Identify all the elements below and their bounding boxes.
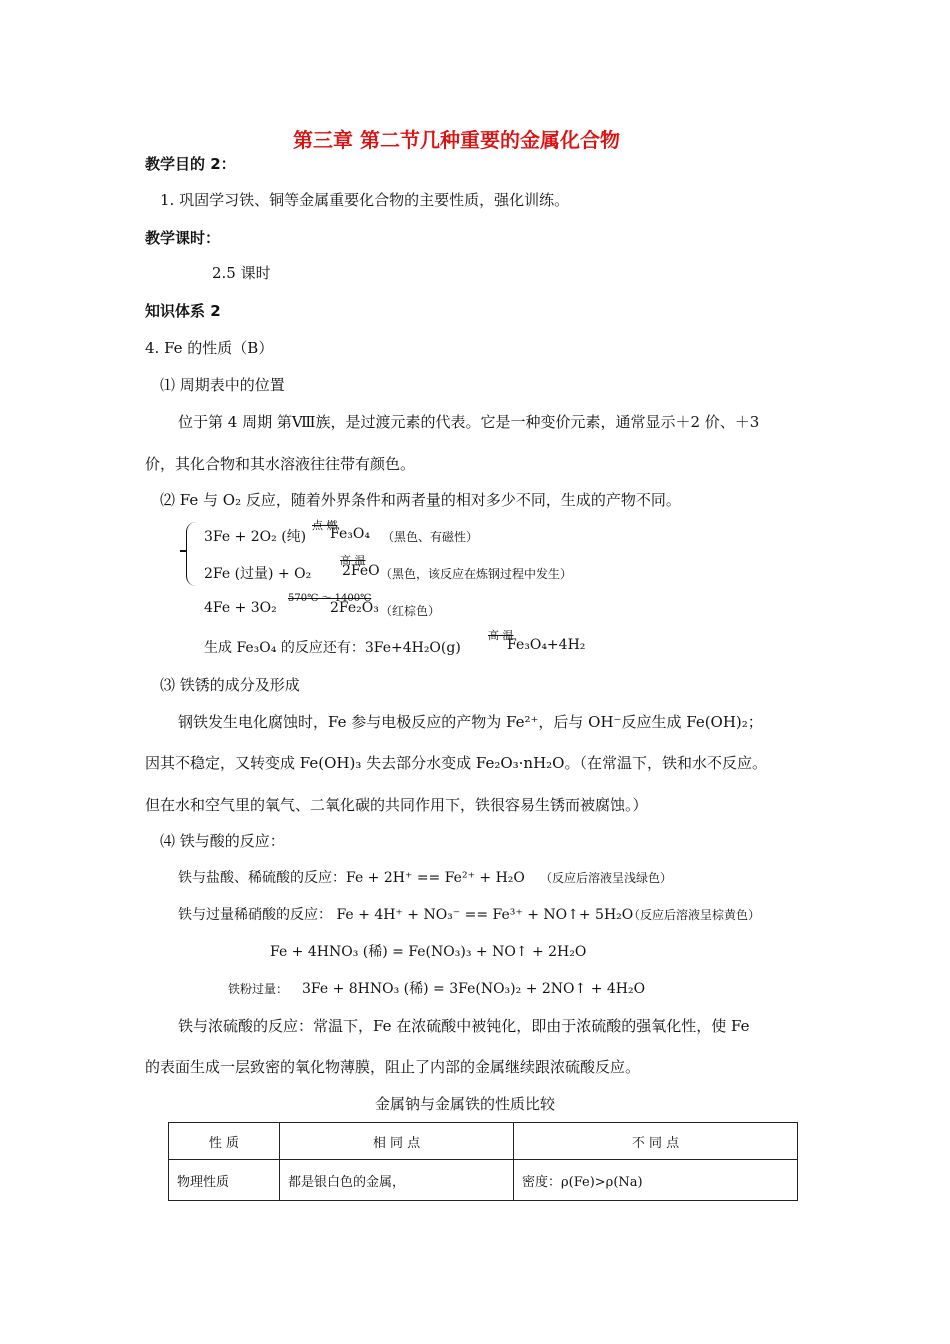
equation-note: （红棕色）	[380, 604, 441, 618]
reaction-label: 铁粉过量：	[228, 982, 289, 996]
section-heading: 4. Fe 的性质（B）	[145, 339, 274, 357]
paragraph-line: 位于第 4 周期 第Ⅷ族，是过渡元素的代表。它是一种变价元素，通常显示＋2 价、＋3	[178, 413, 760, 431]
equation-lhs: 3Fe + 2O₂ (纯)	[204, 529, 307, 545]
subsection-heading: ⑴ 周期表中的位置	[160, 376, 285, 394]
paragraph-line: 钢铁发生电化腐蚀时，Fe 参与电极反应的产物为 Fe²⁺，后与 OH⁻反应生成 Fe(OH)₂；	[178, 713, 763, 731]
table-header-row	[169, 1123, 798, 1160]
acid-reaction: 铁与盐酸、稀硫酸的反应：Fe + 2H⁺ == Fe²⁺ + H₂O	[178, 870, 525, 886]
acid-reaction: 3Fe + 8HNO₃ (稀) = 3Fe(NO₃)₂ + 2NO↑ + 4H₂O	[302, 981, 646, 997]
equation-rhs: Fe₃O₄	[330, 526, 370, 542]
subsection-heading: ⑷ 铁与酸的反应：	[160, 832, 285, 850]
table-caption: 金属钠与金属铁的性质比较	[375, 1095, 556, 1113]
table-row	[169, 1160, 798, 1201]
equation-rhs: Fe₃O₄+4H₂	[507, 637, 586, 653]
equation-lhs: 2Fe (过量) + O₂	[204, 566, 312, 582]
paragraph-line: 的表面生成一层致密的氧化物薄膜，阻止了内部的金属继续跟浓硫酸反应。	[145, 1058, 641, 1076]
brace-tip	[180, 550, 186, 552]
paragraph-line: 但在水和空气里的氧气、二氧化碳的共同作用下，铁很容易生锈而被腐蚀。）	[145, 796, 648, 814]
page-title: 第三章 第二节几种重要的金属化合物	[293, 128, 620, 152]
equation-note: （黑色，该反应在炼钢过程中发生）	[380, 567, 573, 581]
reaction-note: （反应后溶液呈棕黄色）	[628, 908, 761, 922]
paragraph-line: 铁与浓硫酸的反应：常温下，Fe 在浓硫酸中被钝化，即由于浓硫酸的强氧化性，使 Fe	[178, 1017, 750, 1035]
reaction-condition: 点 燃	[312, 519, 338, 532]
table-header: 性 质	[169, 1123, 280, 1160]
comparison-table	[168, 1122, 798, 1201]
hours-heading: 教学课时：	[145, 229, 221, 247]
brace-bracket	[186, 522, 197, 586]
reaction-condition: 高 温	[340, 554, 366, 567]
acid-reaction: 铁与过量稀硝酸的反应： Fe + 4H⁺ + NO₃⁻ == Fe³⁺ + NO↑+ 5H₂O	[178, 907, 634, 923]
subsection-heading: ⑵ Fe 与 O₂ 反应，随着外界条件和两者量的相对多少不同，生成的产物不同。	[160, 491, 681, 509]
acid-reaction: Fe + 4HNO₃ (稀) = Fe(NO₃)₃ + NO↑ + 2H₂O	[270, 944, 587, 960]
equation-note: （黑色、有磁性）	[382, 530, 479, 544]
equation-lhs: 4Fe + 3O₂	[204, 600, 277, 616]
hours-value: 2.5 课时	[212, 264, 271, 282]
table-cell: 都是银白色的金属，	[280, 1160, 514, 1201]
equation-rhs: 2FeO	[342, 563, 380, 579]
table-cell: 物理性质	[169, 1160, 280, 1201]
objective-item: 1. 巩固学习铁、铜等金属重要化合物的主要性质，强化训练。	[160, 191, 570, 209]
equation-rhs: 2Fe₂O₃	[330, 600, 379, 616]
table-header: 不 同 点	[514, 1123, 798, 1160]
table-cell: 密度：ρ(Fe)>ρ(Na)	[514, 1160, 798, 1201]
reaction-condition: 高 温	[488, 629, 514, 642]
objective-heading: 教学目的 2：	[145, 155, 236, 173]
subsection-heading: ⑶ 铁锈的成分及形成	[160, 676, 300, 694]
reaction-condition: 570℃ ～ 1400℃	[288, 593, 372, 604]
knowledge-heading: 知识体系 2	[145, 302, 221, 320]
reaction-note: （反应后溶液呈浅绿色）	[540, 871, 673, 885]
paragraph-line: 因其不稳定，又转变成 Fe(OH)₃ 失去部分水变成 Fe₂O₃·nH₂O。（在常温下，铁和水不反应。	[145, 754, 767, 772]
paragraph-line: 价，其化合物和其水溶液往往带有颜色。	[145, 455, 416, 473]
table-header: 相 同 点	[280, 1123, 514, 1160]
equation-lhs: 生成 Fe₃O₄ 的反应还有：3Fe+4H₂O(g)	[204, 640, 461, 656]
